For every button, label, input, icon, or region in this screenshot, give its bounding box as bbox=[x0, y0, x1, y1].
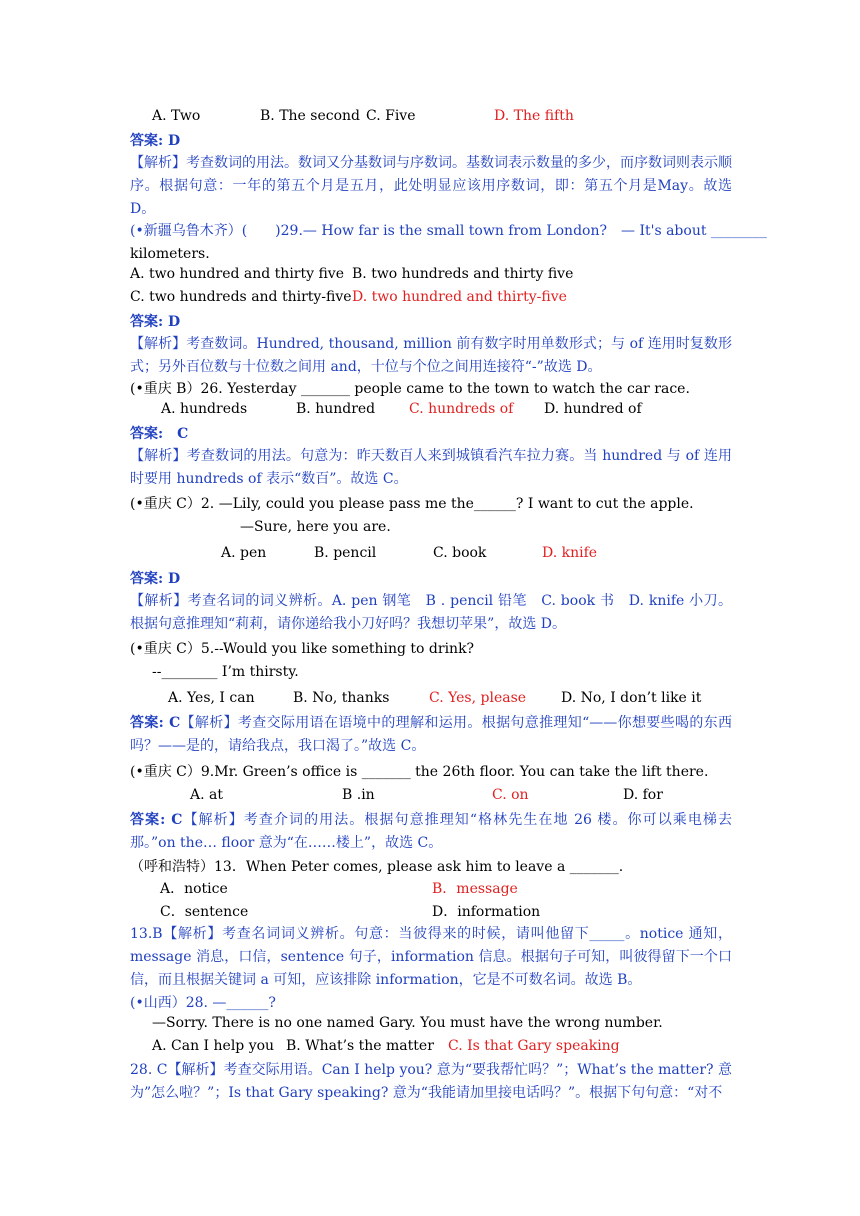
q2-option-d: D. two hundred and thirty-five bbox=[352, 289, 567, 305]
q2-source bbox=[130, 220, 767, 242]
q7-option-c: C．sentence bbox=[160, 904, 249, 920]
q8-answer-block bbox=[130, 1059, 732, 1105]
q4-option-a: A. pen bbox=[221, 545, 267, 561]
q3-option-b: B. hundred bbox=[296, 401, 376, 417]
q3-question: (•重庆 B）26. Yesterday _______ people came to the town to watch the car race. bbox=[130, 381, 690, 397]
q2-question: (•新疆乌鲁木齐）( )29.— How far is the small town from London? — It's about ________ bbox=[130, 223, 767, 239]
q8-option-c: C. Is that Gary speaking bbox=[448, 1038, 620, 1054]
q4-option-d: D. knife bbox=[542, 545, 598, 561]
q5-analysis: 【解析】考查交际用语在语境中的理解和运用。根据句意推理知“——你想要些喝的东西吗？——是的，请给我点，我口渴了。”故选 C。 bbox=[130, 715, 733, 754]
q6-answer-block bbox=[130, 809, 732, 855]
q7-analysis: 【解析】考查名词词义辨析。句意：当彼得来的时候，请叫他留下_____。notice 通知，message 消息，口信，sentence 句子，information 信息。根据句子可知，叫彼得留下一个口信，而且根据关键词 a 可知，应该排除 information，它是不可数名词。故选 B。 bbox=[130, 926, 732, 988]
q4-answer: 答案: D bbox=[130, 571, 181, 587]
q3-analysis: 【解析】考查数词的用法。句意为：昨天数百人来到城镇看汽车拉力赛。当 hundred 与 of 连用时要用 hundreds of 表示“数百”。故选 C。 bbox=[130, 448, 732, 487]
q4-reply: —Sure, here you are. bbox=[240, 519, 391, 535]
q5-option-d: D. No, I don’t like it bbox=[561, 690, 702, 706]
q7-question: （呼和浩特）13．When Peter comes, please ask him to leave a _______. bbox=[130, 859, 624, 875]
q2-option-b: B. two hundreds and thirty five bbox=[352, 266, 574, 282]
q6-analysis: 【解析】考查介词的用法。根据句意推理知“格林先生在地 26 楼。你可以乘电梯去那。”on the… floor 意为“在……楼上”，故选 C。 bbox=[130, 812, 732, 851]
q8-answer: 28. C bbox=[130, 1062, 168, 1078]
q2-answer: 答案: D bbox=[130, 314, 181, 330]
q2-option-c: C. two hundreds and thirty-five bbox=[130, 289, 352, 305]
q3-option-c: C. hundreds of bbox=[409, 401, 514, 417]
q7-option-b: B．message bbox=[432, 881, 518, 897]
q5-option-a: A. Yes, I can bbox=[168, 690, 255, 706]
q5-answer-block bbox=[130, 712, 732, 758]
q3-answer: 答案: C bbox=[130, 426, 189, 442]
q1-answer: 答案: D bbox=[130, 133, 181, 149]
q5-question: (•重庆 C）5.--Would you like something to drink? bbox=[130, 641, 475, 657]
q2-option-a: A. two hundred and thirty five bbox=[130, 266, 345, 282]
q8-option-b: B. What’s the matter bbox=[286, 1038, 434, 1054]
q4-option-c: C. book bbox=[433, 545, 487, 561]
q4-question: (•重庆 C）2. —Lily, could you please pass me the______? I want to cut the apple. bbox=[130, 496, 694, 512]
q8-analysis: 【解析】考查交际用语。Can I help you? 意为“要我帮忙吗？”；What’s the matter? 意为”怎么啦？”；Is that Gary speaking? 意为“我能请加里接电话吗？”。根据下句句意：“对不 bbox=[130, 1062, 732, 1101]
q5-option-c: C. Yes, please bbox=[429, 690, 527, 706]
q1-option-b: B. The second bbox=[260, 108, 360, 124]
q8-option-a: A. Can I help you bbox=[152, 1038, 275, 1054]
q5-option-b: B. No, thanks bbox=[293, 690, 390, 706]
q5-reply: --________ I’m thirsty. bbox=[152, 664, 299, 680]
q6-option-b: B .in bbox=[342, 787, 375, 803]
q6-option-a: A. at bbox=[190, 787, 223, 803]
q1-analysis: 【解析】考查数词的用法。数词又分基数词与序数词。基数词表示数量的多少，而序数词则表示顺序。根据句意：一年的第五个月是五月，此处明显应该用序数词，即：第五个月是May。故选 D。 bbox=[130, 155, 732, 217]
q1-option-a: A. Two bbox=[152, 108, 201, 124]
q2-analysis: 【解析】考查数词。Hundred, thousand, million 前有数字时用单数形式；与 of 连用时复数形式；另外百位数与十位数之间用 and，十位与个位之间用连接符“-”故选 D。 bbox=[130, 336, 732, 375]
q5-answer: 答案: C bbox=[130, 715, 181, 731]
q7-answer: 13.B bbox=[130, 926, 163, 942]
q8-reply: —Sorry. There is no one named Gary. You must have the wrong number. bbox=[152, 1015, 663, 1031]
q2-continuation: kilometers. bbox=[130, 246, 210, 262]
q6-answer: 答案: C bbox=[130, 812, 183, 828]
q3-option-a: A. hundreds bbox=[161, 401, 248, 417]
q8-question: (•山西）28. —______? bbox=[130, 995, 276, 1011]
q7-option-d: D．information bbox=[432, 904, 541, 920]
q1-option-d: D. The fifth bbox=[494, 108, 574, 124]
q6-question: (•重庆 C）9.Mr. Green’s office is _______ the 26th floor. You can take the lift there. bbox=[130, 764, 709, 780]
q7-option-a: A．notice bbox=[160, 881, 228, 897]
q3-option-d: D. hundred of bbox=[544, 401, 642, 417]
q6-option-c: C. on bbox=[492, 787, 529, 803]
q4-analysis: 【解析】考查名词的词义辨析。A. pen 钢笔 B . pencil 铅笔 C. book 书 D. knife 小刀。根据句意推理知“莉莉，请你递给我小刀好吗？我想切苹果”，故选 D。 bbox=[130, 593, 732, 632]
q7-answer-block bbox=[130, 923, 732, 992]
q6-option-d: D. for bbox=[623, 787, 663, 803]
q1-option-c: C. Five bbox=[366, 108, 416, 124]
q4-option-b: B. pencil bbox=[314, 545, 377, 561]
